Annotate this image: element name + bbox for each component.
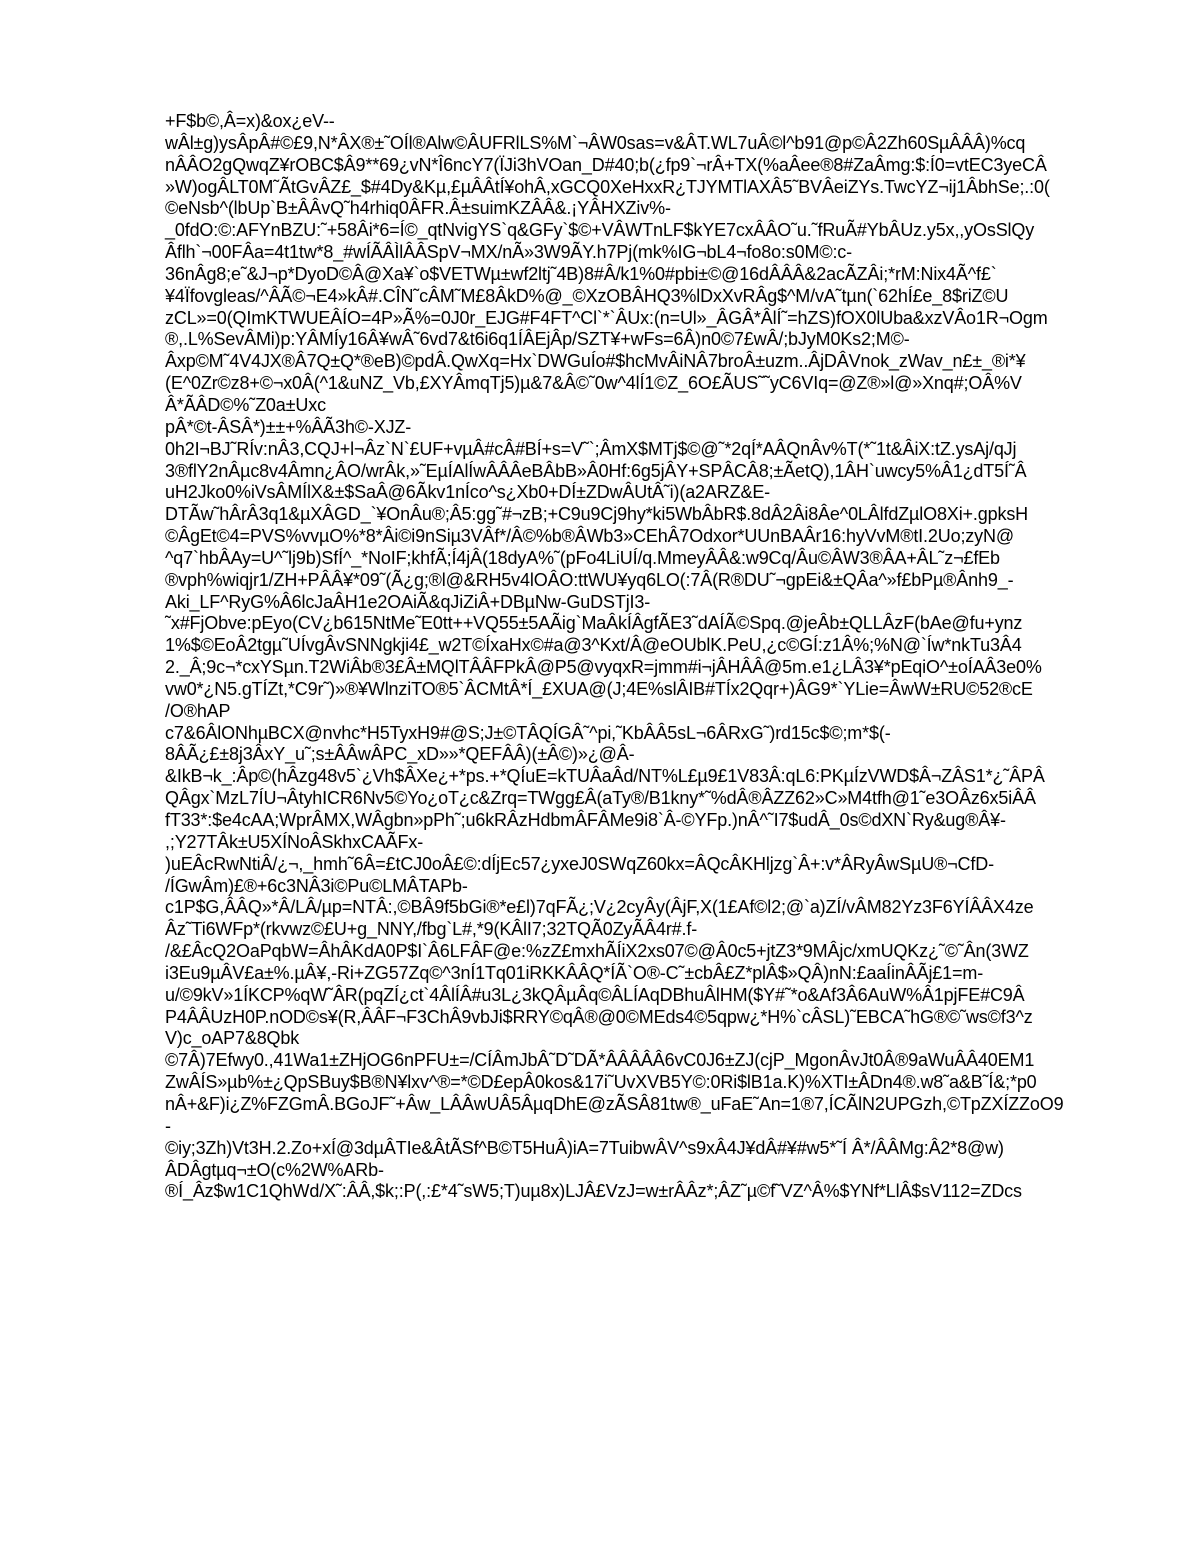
text-line: ^q7`hbÂAy=U^˜lj9b)SfÍ^_*NoIF;khfÃ;Í4jÂ(18dyA%˜(pFo4LiUÍ/q.MmeyÂÂ&:w9Cq/Âu©ÂW3®ÂA+ÂL˜z¬£fEb: [165, 547, 1000, 568]
text-line: »W)ogÂLT0M˜ÃtGvÂZ£_$#4Dy&Kµ,£µÂÂtÍ¥ohÂ,xGCQ0XeHxxR¿TJYMTlAXÂ5˜BVÂeiZYs.TwcYZ¬ij1ÂbhSe;.:0(: [165, 176, 1050, 197]
text-line: c1P$G,ÂÂQ»*Â/LÂ/µp=NTÂ:,©BÂ9f5bGi®*e£l)7qFÃ¿;V¿2cyÂy(ÂjF,X(1£Af©l2;@`a)ZÍ/vÂM82Yz3F6YÍÂÂX4ze: [165, 897, 1034, 918]
text-line: 2._Â;9c¬*cxYSµn.T2WiÂb®3£Â±MQlTÂÂFPkÂ@P5@vyqxR=jmm#i¬jÂHÂÂ@5m.e1¿LÂ3¥*pEqiO^±oÍAÂ3e0%: [165, 657, 1042, 678]
text-line: 36nÂg8;e˜&J¬p*DyoD©Â@Xa¥`o$VETWµ±wf2ltj˜4B)8#Â/k1%0#pbi±©@16dÂÂÂ&2acÃZÂi;*rM:Nix4Ã^f£`: [165, 263, 997, 284]
text-line: ®Í_Âz$w1C1QhWd/X˜:ÂÂ,$k;:P(,:£*4˜sW5;T)uµ8x)LJÂ£VzJ=w±rÂÂz*;ÂZ˜µ©f˜VZ^Â%$YNf*LlÂ$sV112=ZDcs: [165, 1181, 1022, 1202]
text-line: 3®flY2nÂµc8v4Âmn¿ÂO/wrÂk,»˜EµÍAlÍwÂÂÂeBÂbB»Â0Hf:6g5jÂY+SPÂCÂ8;±ÃetQ),1ÂH`uwcy5%Â1¿dT5Í˜Â: [165, 460, 1027, 481]
text-line: ®vph%wiqjr1/ZH+PÂÂ¥*09˜(Ã¿g;®l@&RH5v4lOÂO:ttWU¥yq6LO(:7Â(R®DU˜¬gpEi&±QÂa^»f£bPµ®Ânh9_-: [165, 569, 1014, 590]
text-line: fT33*:$e4cAA;WprÂMX,WÂgbn»pPh˜;u6kRÂzHdbmÂFÂMe9i8`Â-©YFp.)nÂ^˜I7$udÂ_0s©dXN`Ry&ug®Â¥-: [165, 810, 1006, 830]
text-line: Âflh`¬00FÂa=4t1tw*8_#wÍÃÂÌlÂÂSpV¬MX/nÃ»3W9ÃY.h7Pj(mk%IG¬bL4¬fo8o:s0M©:c-: [165, 242, 852, 263]
text-line: i3Eu9µÂV£a±%.µÂ¥,-Ri+ZG57Zq©^3nÍ1Tq01iRKKÂÂQ*ÍÃ`O®-C˜±cbÂ£Z*plÂ$»QÂ)nN:£aaÍinÂÃj£1=m-: [165, 962, 984, 983]
text-line: ©iy;3Zh)Vt3H.2.Zo+xÍ@3dµÂTIe&ÂtÃSf^B©T5HuÂ)iA=7TuibwÂV^s9xÂ4J¥dÂ#¥#w5*˜Í Â*/ÂÂMg:Â2*8@w): [165, 1137, 1004, 1158]
text-line: ÂDÂgtµq¬±O(c%2W%ARb-: [165, 1159, 384, 1180]
text-line: _0fdO:©:AFYnBZU:˜+58Âi*6=Í©_qtNvigYS`q&GFy`$©+VÂWTnLF$kYE7cxÂÂO˜u.˜fRuÃ#YbÂUz.y5x,,yOsSlQy: [165, 220, 1035, 241]
document-body-text: [165, 111, 1125, 1203]
text-line: Âxp©M˜4V4JX®Â7Q±Q*®eB)©pdÂ.QwXq=Hx`DWGuÍo#$hcMvÂiNÂ7broÂ±uzm..ÂjDÂVnok_zWav_n£±_®i*¥: [165, 351, 1026, 372]
text-line: zCL»=0(QImKTWUEÂÍO=4P»Ã%=0J0r_EJG#F4FT^Cl`*`ÂUx:(n=Ul»_ÂGÂ*ÂlÍ˜=hZS)fOX0lUba&xzVÂo1R¬Ogm: [165, 307, 1048, 328]
text-line: 0h2I¬BJ˜RÍv:nÂ3,CQJ+l¬Âz`N`£UF+vµÂ#cÂ#BÍ+s=V˜`;ÂmX$MTj$©@˜*2qÍ*AÂQnÂv%T(*˜1t&ÂiX:tZ.ysAj/qJj: [165, 438, 1017, 459]
text-line: Â*ÃÂD©%˜Z0a±Uxc: [165, 394, 326, 415]
text-line: ˜x#FjObve:pEyo(CV¿b615NtMe˜E0tt++VQ55±5AÃig`MaÂkÍÂgfÃE3˜dAÍÃ©Spq.@jeÂb±QLLÂzF(bAe@fu+ynz: [165, 613, 1023, 634]
text-line: nÂÂO2gQwqZ¥rOBC$Â9**69¿vN*Î6ncY7(ÏJi3hVOan_D#40;b(¿fp9`¬rÂ+TX(%aÂee®8#ZaÂmg:$:Í0=vtEC3yeCÂ: [165, 154, 1047, 175]
text-line: 8ÂÃ¿£±8j3ÂxY_u˜;s±ÂÂwÂPC_xD»»*QEFÂÂ)(±Â©)»¿@Â-: [165, 744, 635, 765]
text-line: DTÃw˜hÂrÂ3q1&µXÂGD_`¥OnÂu®;Â5:gg˜#¬zB;+C9u9Cj9hy*ki5WbÂbR$.8dÂ2Âi8Âe^0LÂlfdZµlO8Xi+.gpksH: [165, 504, 1029, 525]
text-line: /&£ÂcQ2OaPqbW=ÂhÂKdA0P$I`Â6LFÂF@e:%zZ£mxhÃÍiX2xs07©@Â0c5+jtZ3*9MÂjc/xmUQKz¿˜©˜Ân(3WZ: [165, 941, 1029, 962]
text-line: c7&6ÂlONhµBCX@nvhc*H5TyxH9#@S;J±©TÂQÍGÂ˜^pi,˜KbÂÂ5sL¬6ÂRxG˜)rd15c$©;m*$(-: [165, 722, 891, 743]
text-line: P4ÂÂUzH0P.nOD©s¥(R,ÂÂF¬F3ChÂ9vbJi$RRY©qÂ®@0©MEds4©5qpw¿*H%`cÂSL)˜EBCA˜hG®©˜ws©f3^z: [165, 1006, 1033, 1027]
text-line: vw0*¿N5.gTÍZt,*C9r˜)»®¥WlnziTO®5`ÂCMtÂ*Í_£XUA@(J;4E%slÂIB#TÍx2Qqr+)ÂG9*`YLie=ÂwW±RU©52®cE: [165, 678, 1033, 699]
text-line: )uEÂcRwNtiÂ/¿¬,_hmh˜6Â=£tCJ0oÂ£©:dÍjEc57¿yxeJ0SWqZ60kx=ÂQcÂKHljzg`Â+:v*ÂRyÂwSµU®¬CfD-: [165, 853, 994, 874]
text-line: uH2Jko0%iVsÂMÍlX&±$SaÂ@6Ãkv1nÍco^s¿Xb0+DÍ±ZDwÂUtÂ˜i)(a2ARZ&E-: [165, 482, 771, 503]
text-line: ¥4Ïfovgleas/^ÂÃ©¬E4»kÂ#.CÎN˜cÂM˜M£8ÂkD%@_©XzOBÂHQ3%lDxXvRÂg$^M/vA˜tµn(`62hÍ£e_8$riZ©U: [165, 285, 1009, 306]
text-line: V)c_oAP7&8Qbk: [165, 1028, 300, 1049]
text-line: ,;Y27TÂk±U5XÍNoÂSkhxCAÃFx-: [165, 831, 424, 852]
text-line: &IkB¬k_:Âp©(hÂzg48v5`¿Vh$ÂXe¿+*ps.+*QÍuE=kTUÂaÂd/NT%L£µ9£1V83Â:qL6:PKµÍzVWD$Â¬ZÂS1*¿˜ÂPÂ: [165, 766, 1045, 787]
text-line: ©eNsb^(lbUp`B±ÂÂvQ˜h4rhiq0ÂFR.Â±suimKZÂÂ&.¡YÂHXZiv%-: [165, 198, 671, 219]
text-line: Âz˜Ti6WFp*(rkvwz©£U+g_NNY,/fbg`L#,*9(KÂlI7;32TQÃ0ZyÃÂ4r#.f-: [165, 919, 698, 940]
text-line: nÂ+&F)i¿Z%FZGmÂ.BGoJF˜+Âw_LÂÂwUÂ5ÂµqDhE@zÃSÂ81tw®_uFaE˜An=1®7,ÍCÃlN2UPGzh,©TpZXÍZZoO9: [165, 1093, 1064, 1114]
text-line: pÂ*©t-ÂSÂ*)±±+%ÂÃ3h©-XJZ-: [165, 416, 412, 437]
text-line: ©ÂgEt©4=PVS%vvµO%*8*Âi©i9nSiµ3VÂf*/Â©%b®ÂWb3»CEhÂ7Odxor*UUnBAÂr16:hyVvM®tI.2Uo;zyN@: [165, 526, 1014, 547]
text-line: ZwÂÍS»µb%±¿QpSBuy$B®N¥lxv^®=*©D£epÂ0kos&17i˜UvXVB5Y©:0Ri$lB1a.K)%XTI±ÂDn4®.w8˜a&B˜Í&;*p0: [165, 1072, 1037, 1093]
text-line: /O®hAP: [165, 700, 231, 721]
text-line: ®,.L%SevÂMi)p:YÂMÍy16Â¥wÂ˜6vd7&t6i6q1ÍÂEjÂp/SZT¥+wFs=6Â)n0©7£wÂ/;bJyM0Ks2;M©-: [165, 329, 910, 350]
text-line: /ÍGwÂm)£®+6c3NÂ3i©Pu©LMÂTAPb-: [165, 875, 468, 896]
text-line: (E^0Zr©z8+©¬x0Â(^1&uNZ_Vb,£XYÂmqTj5)µ&7&Â©˜0w^4lÍ1©Z_6O£ÃUS˜˜yC6VIq=@Z®»l@»Xnq#;OÂ%V: [165, 373, 1022, 394]
text-line: ©7Â)7Efwy0.,41Wa1±ZHjOG6nPFU±=/CÍÂmJbÂ˜D˜DÃ*ÂÂÂÂÂ6vC0J6±ZJ(cjP_MgonÂvJt0Â®9aWuÂÂ40EM1: [165, 1050, 1035, 1071]
text-line: u/©9kV»1ÍKCP%qW˜ÂR(pqZÍ¿ct`4ÂlÍÂ#u3L¿3kQÂµÂq©ÂLÍAqDBhuÂlHM($Y#˜*o&Af3Â6AuW%Â1pjFE#C9Â: [165, 984, 1025, 1005]
text-line: -: [165, 1115, 171, 1136]
text-line: QÂgx`MzL7ÍU¬ÂtyhICR6Nv5©Yo¿oT¿c&Zrq=TWgg£Â(aTy®/B1kny*˜%dÂ®ÂZZ62»C»M4tfh@1˜e3OÂz6x5iÂÂ: [165, 788, 1036, 809]
text-line: +F$b©,Â=x)&ox¿eV--: [165, 111, 335, 131]
text-line: Aki_LF^RyG%Â6lcJaÂH1e2OAiÃ&qJiZiÂ+DBµNw-GuDSTjI3-: [165, 591, 651, 612]
text-line: 1%$©EoÂ2tgµ˜UÍvgÂvSNNgkji4£_w2T©ÍxaHx©#a@3^Kxt/Â@eOUblK.PeU,¿c©GÍ:z1Â%;%N@`Íw*nkTu3Â4: [165, 635, 1022, 656]
text-line: wÂl±g)ysÂpÂ#©£9,N*ÂX®±˜OÍl®Alw©ÂUFRlLS%M`¬ÂW0sas=v&ÂT.WL7uÂ©l^b91@p©Â2Zh60SµÂÂÂ)%cq: [165, 132, 1026, 153]
